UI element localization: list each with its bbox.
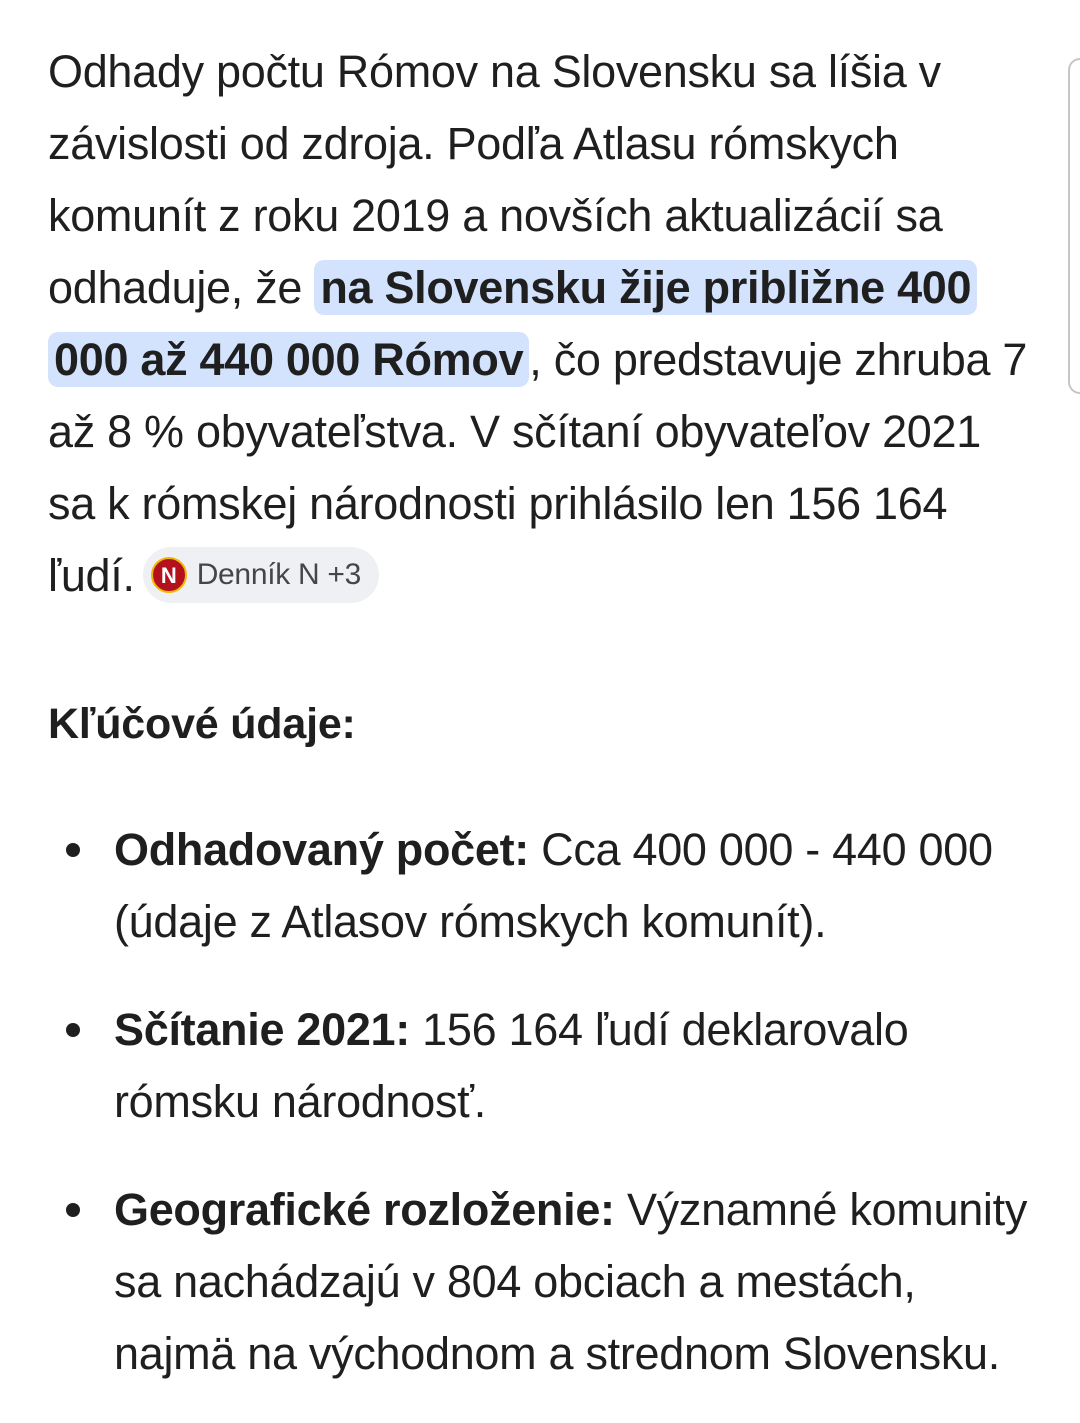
highlighted-claim[interactable]: na Slovensku žije približne 400 000 až 440 000 Rómov (48, 260, 977, 387)
bullet-icon (66, 843, 80, 857)
dennik-n-logo-icon (151, 557, 187, 593)
bullet-text: Cca 400 000 - 440 000 (údaje z Atlasov rómskych komunít). (114, 824, 993, 947)
section-heading: Kľúčové údaje: (48, 700, 356, 748)
source-chip[interactable] (143, 547, 379, 603)
intro-paragraph (48, 36, 1038, 612)
bullet-label: Sčítanie 2021: (114, 1004, 410, 1055)
bullet-label: Geografické rozloženie: (114, 1184, 615, 1235)
intro-text-after: , čo predstavuje zhruba 7 až 8 % obyvateľstva. V sčítaní obyvateľov 2021 sa k rómskej národnosti prihlásilo len 156 164 ľudí. (48, 334, 1028, 601)
bullet-icon (66, 1203, 80, 1217)
source-chip-label: Denník N +3 (196, 558, 361, 592)
bullet-text: 156 164 ľudí deklarovalo rómsku národnosť. (114, 1004, 909, 1127)
side-panel-edge[interactable] (1068, 58, 1080, 394)
list-item (48, 814, 1038, 958)
list-item (48, 1174, 1038, 1390)
bullet-text: Významné komunity sa nachádzajú v 804 obciach a mestách, najmä na východnom a strednom Slovensku. (114, 1184, 1028, 1379)
ai-response (48, 36, 1038, 1379)
list-item (48, 994, 1038, 1138)
bullet-icon (66, 1023, 80, 1037)
logo-letter: N (160, 563, 177, 589)
bullet-label: Odhadovaný počet: (114, 824, 529, 875)
intro-text-before: Odhady počtu Rómov na Slovensku sa líšia v závislosti od zdroja. Podľa Atlasu rómskych komunít z roku 2019 a novších aktualizácií sa odhaduje, že (48, 46, 943, 313)
key-facts-list (48, 814, 1038, 1423)
